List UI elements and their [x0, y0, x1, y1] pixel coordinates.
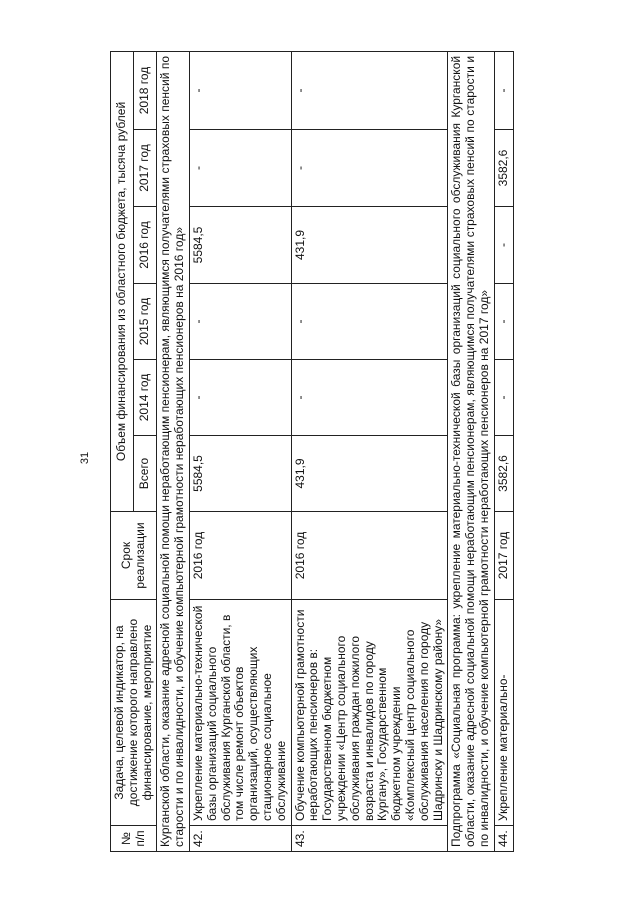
- row-num: 44.: [494, 826, 513, 852]
- section-row: [157, 51, 190, 851]
- header-2014: 2014 год: [134, 360, 157, 436]
- row-task: Укрепление материально-: [494, 600, 513, 826]
- row-value-2014: -: [189, 360, 291, 436]
- row-value-2015: -: [494, 284, 513, 360]
- row-value-2014: -: [494, 360, 513, 436]
- header-task: Задача, целевой индикатор, на достижение которого направлено финансирование, мероприятие: [111, 600, 157, 826]
- row-value-2015: -: [291, 284, 448, 360]
- table-row: [189, 51, 291, 851]
- row-task: Обучение компьютерной грамотности неработающих пенсионеров в: Государственном бюджетном учреждении «Центр социального обслуживания граждан пожилого возраста и инвалидов по городу Кургану», Государственном бюджетном учреждении «Комплексный центр социального обслуживания населения по городу Шадринску и Шадринскому району»: [291, 600, 448, 826]
- row-value-2017: 3582,6: [494, 130, 513, 207]
- row-task: Укрепление материально-технической базы организаций социального обслуживания Курганской области, в том числе ремонт объектов организаций, осуществляющих стационарное социальное обслуживание: [189, 600, 291, 826]
- row-value-2014: -: [291, 360, 448, 436]
- page-number: 31: [79, 451, 91, 465]
- row-value-total: 5584,5: [189, 436, 291, 512]
- header-2018: 2018 год: [134, 51, 157, 129]
- row-value-2018: -: [494, 51, 513, 129]
- row-num: 43.: [291, 826, 448, 852]
- row-value-2016: -: [494, 207, 513, 284]
- header-period: Срок реализации: [111, 512, 157, 600]
- document-body: [110, 52, 514, 852]
- header-2017: 2017 год: [134, 130, 157, 207]
- section-2-text: Подпрограмма «Социальная программа: укрепление материально-технической базы организаций социального обслуживания Курганской области, оказание адресной социальной помощи неработающим пенсионерам, являющимся получателями страховых пенсий по старости и по инвалидности, и обучение компьютерной грамотности неработающих пенсионеров на 2017 год»: [448, 51, 494, 851]
- row-value-2016: 431,9: [291, 207, 448, 284]
- header-row-1: [111, 51, 134, 851]
- funding-table: [110, 51, 514, 852]
- row-value-2018: -: [291, 51, 448, 129]
- row-value-total: 3582,6: [494, 436, 513, 512]
- header-2015: 2015 год: [134, 284, 157, 360]
- header-total: Всего: [134, 436, 157, 512]
- header-2016: 2016 год: [134, 207, 157, 284]
- table-row: [291, 51, 448, 851]
- row-period: 2017 год: [494, 512, 513, 600]
- row-period: 2016 год: [189, 512, 291, 600]
- section-row: [448, 51, 494, 851]
- header-num: № п/п: [111, 826, 157, 852]
- row-value-2018: -: [189, 51, 291, 129]
- row-value-2015: -: [189, 284, 291, 360]
- row-value-2017: -: [189, 130, 291, 207]
- row-value-total: 431,9: [291, 436, 448, 512]
- row-value-2016: 5584,5: [189, 207, 291, 284]
- table-row: [494, 51, 513, 851]
- row-value-2017: -: [291, 130, 448, 207]
- row-period: 2016 год: [291, 512, 448, 600]
- row-num: 42.: [189, 826, 291, 852]
- header-funding-group: Объем финансирования из областного бюджета, тысяча рублей: [111, 51, 134, 511]
- section-1-text: Курганской области, оказание адресной социальной помощи неработающим пенсионерам, являющимся получателями страховых пенсий по старости и по инвалидности, и обучение компьютерной грамотности неработающих пенсионеров на 2016 год»: [157, 51, 190, 851]
